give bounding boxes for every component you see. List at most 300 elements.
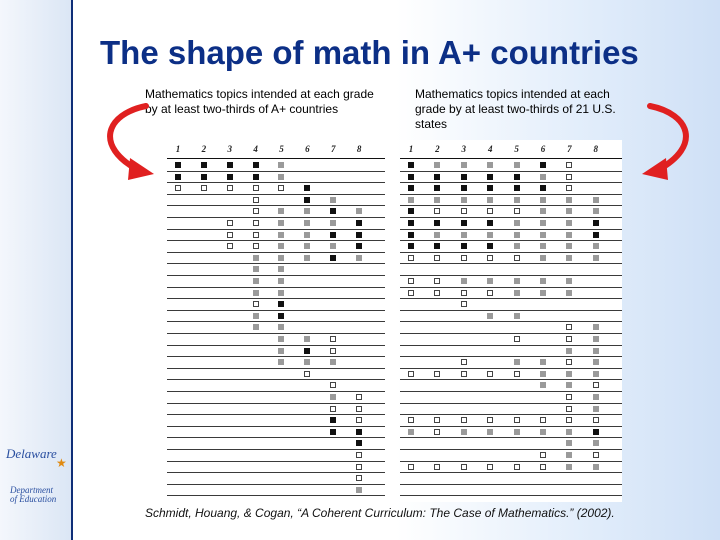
topic-row-divider bbox=[167, 356, 385, 357]
topic-marker-gray bbox=[593, 406, 599, 412]
grade-label: 1 bbox=[408, 144, 414, 154]
topic-marker-open bbox=[253, 301, 259, 307]
topic-marker-open bbox=[253, 220, 259, 226]
topic-row-divider bbox=[167, 298, 385, 299]
grade-label: 4 bbox=[253, 144, 258, 154]
topic-marker-gray bbox=[566, 371, 572, 377]
topic-marker-filled bbox=[514, 174, 520, 180]
slide-title: The shape of math in A+ countries bbox=[100, 34, 639, 71]
topic-marker-open bbox=[434, 417, 440, 423]
topic-marker-open bbox=[434, 278, 440, 284]
topic-marker-open bbox=[175, 185, 181, 191]
topic-row-divider bbox=[400, 461, 622, 462]
topic-marker-gray bbox=[253, 324, 259, 330]
topic-marker-filled bbox=[434, 185, 440, 191]
topic-marker-filled bbox=[175, 162, 181, 168]
topic-marker-open bbox=[408, 290, 414, 296]
topic-marker-open bbox=[434, 371, 440, 377]
topic-row-divider bbox=[400, 391, 622, 392]
topic-marker-open bbox=[487, 255, 493, 261]
topic-marker-gray bbox=[514, 290, 520, 296]
topic-row-divider bbox=[400, 484, 622, 485]
topic-marker-filled bbox=[330, 417, 336, 423]
topic-marker-open bbox=[540, 452, 546, 458]
topic-marker-gray bbox=[278, 278, 284, 284]
topic-marker-gray bbox=[487, 197, 493, 203]
left-curved-arrow-icon bbox=[88, 100, 158, 182]
topic-marker-gray bbox=[566, 243, 572, 249]
topic-row-divider bbox=[400, 345, 622, 346]
topic-row-divider bbox=[400, 240, 622, 241]
topic-marker-open bbox=[408, 464, 414, 470]
topic-marker-open bbox=[434, 429, 440, 435]
citation-text: Schmidt, Houang, & Cogan, “A Coherent Curriculum: The Case of Mathematics.” (2002). bbox=[145, 506, 615, 520]
topic-marker-filled bbox=[408, 232, 414, 238]
topic-marker-gray bbox=[514, 232, 520, 238]
topic-marker-gray bbox=[593, 197, 599, 203]
topic-row-divider bbox=[400, 287, 622, 288]
topic-marker-gray bbox=[514, 243, 520, 249]
topic-marker-gray bbox=[487, 162, 493, 168]
topic-marker-open bbox=[434, 290, 440, 296]
topic-marker-filled bbox=[487, 174, 493, 180]
topic-row-divider bbox=[167, 414, 385, 415]
topic-marker-gray bbox=[304, 208, 310, 214]
topic-marker-open bbox=[461, 208, 467, 214]
topic-marker-open bbox=[566, 324, 572, 330]
topic-marker-gray bbox=[514, 429, 520, 435]
topic-marker-open bbox=[408, 278, 414, 284]
topic-marker-gray bbox=[593, 255, 599, 261]
topic-marker-filled bbox=[304, 185, 310, 191]
grade-label: 5 bbox=[514, 144, 519, 154]
topic-marker-gray bbox=[566, 220, 572, 226]
topic-marker-gray bbox=[566, 429, 572, 435]
topic-row-divider bbox=[400, 379, 622, 380]
topic-marker-open bbox=[434, 464, 440, 470]
grade-label: 2 bbox=[201, 144, 207, 154]
topic-marker-open bbox=[408, 417, 414, 423]
topic-marker-open bbox=[593, 452, 599, 458]
topic-marker-gray bbox=[278, 324, 284, 330]
topic-row-divider bbox=[167, 275, 385, 276]
topic-marker-filled bbox=[227, 162, 233, 168]
topic-marker-open bbox=[356, 464, 362, 470]
topic-row-divider bbox=[167, 171, 385, 172]
topic-marker-filled bbox=[487, 243, 493, 249]
topic-marker-gray bbox=[278, 220, 284, 226]
topic-marker-gray bbox=[278, 290, 284, 296]
topic-marker-gray bbox=[434, 162, 440, 168]
topic-marker-open bbox=[356, 417, 362, 423]
topic-marker-gray bbox=[278, 208, 284, 214]
topic-marker-open bbox=[461, 301, 467, 307]
logo-subtitle-line-1: Department bbox=[10, 485, 53, 495]
topic-marker-gray bbox=[253, 290, 259, 296]
topic-marker-gray bbox=[566, 452, 572, 458]
grade-label: 6 bbox=[540, 144, 546, 154]
topic-row-divider bbox=[167, 310, 385, 311]
topic-marker-gray bbox=[330, 220, 336, 226]
topic-marker-gray bbox=[304, 255, 310, 261]
topic-marker-open bbox=[514, 464, 520, 470]
topic-marker-open bbox=[593, 417, 599, 423]
topic-row-divider bbox=[167, 403, 385, 404]
topic-marker-filled bbox=[175, 174, 181, 180]
topic-marker-gray bbox=[593, 208, 599, 214]
topic-marker-open bbox=[566, 174, 572, 180]
topic-marker-gray bbox=[330, 359, 336, 365]
topic-marker-gray bbox=[304, 243, 310, 249]
topic-row-divider bbox=[167, 205, 385, 206]
topic-row-divider bbox=[400, 437, 622, 438]
topic-row-divider bbox=[167, 194, 385, 195]
grade-label: 7 bbox=[567, 144, 572, 154]
topic-marker-open bbox=[330, 348, 336, 354]
topic-marker-open bbox=[461, 371, 467, 377]
topic-marker-filled bbox=[330, 208, 336, 214]
topic-row-divider bbox=[167, 461, 385, 462]
topic-row-divider bbox=[400, 275, 622, 276]
topic-row-divider bbox=[167, 379, 385, 380]
topic-marker-open bbox=[434, 208, 440, 214]
topic-marker-filled bbox=[434, 220, 440, 226]
header-divider bbox=[400, 158, 622, 159]
topic-marker-gray bbox=[330, 197, 336, 203]
topic-marker-gray bbox=[514, 220, 520, 226]
topic-row-divider bbox=[400, 229, 622, 230]
topic-row-divider bbox=[400, 263, 622, 264]
topic-marker-gray bbox=[540, 382, 546, 388]
topic-row-divider bbox=[400, 368, 622, 369]
topic-marker-gray bbox=[540, 197, 546, 203]
topic-marker-filled bbox=[356, 232, 362, 238]
topic-row-divider bbox=[167, 287, 385, 288]
topic-marker-open bbox=[487, 371, 493, 377]
topic-row-divider bbox=[400, 495, 622, 496]
topic-marker-filled bbox=[540, 162, 546, 168]
topic-marker-gray bbox=[566, 348, 572, 354]
topic-marker-filled bbox=[434, 243, 440, 249]
topic-row-divider bbox=[400, 321, 622, 322]
topic-marker-gray bbox=[487, 429, 493, 435]
topic-marker-gray bbox=[540, 371, 546, 377]
topic-marker-filled bbox=[227, 174, 233, 180]
topic-marker-gray bbox=[566, 208, 572, 214]
topic-marker-gray bbox=[514, 162, 520, 168]
topic-marker-open bbox=[253, 243, 259, 249]
topic-marker-gray bbox=[593, 440, 599, 446]
topic-marker-filled bbox=[408, 162, 414, 168]
topic-marker-gray bbox=[330, 243, 336, 249]
topic-marker-gray bbox=[461, 162, 467, 168]
topic-marker-gray bbox=[514, 197, 520, 203]
topic-marker-open bbox=[566, 417, 572, 423]
topic-row-divider bbox=[400, 194, 622, 195]
topic-marker-gray bbox=[593, 243, 599, 249]
logo-name: Delaware bbox=[6, 446, 57, 461]
topic-row-divider bbox=[400, 426, 622, 427]
topic-marker-open bbox=[408, 255, 414, 261]
topic-marker-gray bbox=[593, 336, 599, 342]
topic-marker-filled bbox=[540, 185, 546, 191]
topic-marker-filled bbox=[408, 185, 414, 191]
topic-row-divider bbox=[167, 182, 385, 183]
topic-marker-gray bbox=[540, 220, 546, 226]
delaware-education-logo bbox=[6, 442, 68, 522]
topic-marker-gray bbox=[514, 278, 520, 284]
topic-marker-filled bbox=[461, 174, 467, 180]
topic-marker-filled bbox=[330, 429, 336, 435]
topic-marker-open bbox=[566, 162, 572, 168]
topic-marker-gray bbox=[593, 464, 599, 470]
topic-marker-gray bbox=[278, 243, 284, 249]
topic-marker-gray bbox=[540, 174, 546, 180]
topic-row-divider bbox=[167, 217, 385, 218]
header-divider bbox=[167, 158, 385, 159]
topic-marker-gray bbox=[278, 266, 284, 272]
topic-row-divider bbox=[167, 345, 385, 346]
topic-marker-filled bbox=[304, 348, 310, 354]
topic-row-divider bbox=[400, 472, 622, 473]
logo-subtitle-line-2: of Education bbox=[10, 494, 57, 504]
topic-marker-gray bbox=[566, 290, 572, 296]
topic-marker-open bbox=[461, 255, 467, 261]
topic-marker-open bbox=[566, 359, 572, 365]
topic-marker-open bbox=[487, 417, 493, 423]
topic-marker-gray bbox=[461, 278, 467, 284]
topic-marker-open bbox=[304, 371, 310, 377]
topic-marker-gray bbox=[593, 359, 599, 365]
topic-marker-filled bbox=[434, 174, 440, 180]
topic-marker-filled bbox=[487, 185, 493, 191]
topic-marker-open bbox=[356, 406, 362, 412]
topic-marker-open bbox=[227, 220, 233, 226]
topic-marker-filled bbox=[461, 243, 467, 249]
topic-row-divider bbox=[400, 310, 622, 311]
topic-marker-open bbox=[434, 255, 440, 261]
topic-marker-gray bbox=[566, 278, 572, 284]
topic-marker-open bbox=[330, 382, 336, 388]
topic-row-divider bbox=[400, 333, 622, 334]
topic-marker-gray bbox=[593, 371, 599, 377]
topic-marker-open bbox=[253, 197, 259, 203]
topic-marker-filled bbox=[201, 174, 207, 180]
topic-row-divider bbox=[167, 484, 385, 485]
topic-row-divider bbox=[400, 403, 622, 404]
topic-marker-open bbox=[227, 232, 233, 238]
topic-marker-gray bbox=[356, 255, 362, 261]
topic-row-divider bbox=[400, 205, 622, 206]
topic-row-divider bbox=[400, 414, 622, 415]
topic-marker-open bbox=[227, 185, 233, 191]
topic-marker-filled bbox=[356, 429, 362, 435]
topic-marker-gray bbox=[487, 313, 493, 319]
topic-marker-open bbox=[461, 464, 467, 470]
topic-row-divider bbox=[167, 333, 385, 334]
topic-marker-open bbox=[593, 382, 599, 388]
topic-marker-gray bbox=[487, 278, 493, 284]
topic-marker-filled bbox=[408, 220, 414, 226]
topic-marker-gray bbox=[593, 348, 599, 354]
logo-subtitle bbox=[10, 486, 70, 504]
grade-header-row bbox=[167, 144, 385, 158]
topic-marker-open bbox=[461, 290, 467, 296]
topic-marker-gray bbox=[278, 255, 284, 261]
topic-marker-gray bbox=[566, 464, 572, 470]
topic-marker-gray bbox=[540, 208, 546, 214]
grade-label: 5 bbox=[279, 144, 284, 154]
topic-row-divider bbox=[167, 229, 385, 230]
grade-label: 3 bbox=[461, 144, 467, 154]
topic-marker-gray bbox=[278, 359, 284, 365]
topic-row-divider bbox=[167, 437, 385, 438]
topic-marker-open bbox=[566, 185, 572, 191]
topic-marker-filled bbox=[514, 185, 520, 191]
topic-marker-open bbox=[278, 185, 284, 191]
topic-marker-filled bbox=[487, 220, 493, 226]
topic-marker-open bbox=[514, 336, 520, 342]
topic-marker-gray bbox=[278, 348, 284, 354]
topic-marker-gray bbox=[434, 197, 440, 203]
topic-marker-gray bbox=[593, 394, 599, 400]
topic-marker-gray bbox=[253, 278, 259, 284]
grade-label: 3 bbox=[227, 144, 232, 154]
topic-marker-gray bbox=[514, 313, 520, 319]
topic-marker-gray bbox=[253, 255, 259, 261]
topic-marker-gray bbox=[278, 174, 284, 180]
topic-marker-gray bbox=[304, 220, 310, 226]
topic-marker-gray bbox=[487, 232, 493, 238]
topic-marker-gray bbox=[540, 429, 546, 435]
topic-marker-gray bbox=[514, 359, 520, 365]
topic-marker-gray bbox=[253, 266, 259, 272]
topic-marker-gray bbox=[408, 197, 414, 203]
topic-marker-open bbox=[487, 208, 493, 214]
topic-marker-filled bbox=[593, 220, 599, 226]
topic-marker-gray bbox=[278, 336, 284, 342]
topic-marker-gray bbox=[278, 232, 284, 238]
topic-marker-filled bbox=[330, 255, 336, 261]
topic-row-divider bbox=[167, 321, 385, 322]
topic-marker-gray bbox=[566, 255, 572, 261]
topic-marker-open bbox=[487, 290, 493, 296]
topic-marker-open bbox=[227, 243, 233, 249]
topic-marker-filled bbox=[201, 162, 207, 168]
topic-marker-gray bbox=[434, 232, 440, 238]
topic-marker-filled bbox=[304, 197, 310, 203]
topic-row-divider bbox=[167, 391, 385, 392]
topic-marker-open bbox=[514, 417, 520, 423]
topic-row-divider bbox=[400, 252, 622, 253]
topic-row-divider bbox=[400, 217, 622, 218]
topic-marker-filled bbox=[253, 162, 259, 168]
topic-marker-filled bbox=[278, 301, 284, 307]
topic-marker-open bbox=[356, 452, 362, 458]
grade-label: 2 bbox=[435, 144, 440, 154]
topic-marker-gray bbox=[540, 255, 546, 261]
topic-marker-gray bbox=[540, 232, 546, 238]
topic-marker-gray bbox=[330, 394, 336, 400]
topic-marker-open bbox=[330, 336, 336, 342]
left-panel-caption: Mathematics topics intended at each grade by at least two-thirds of A+ countries bbox=[145, 87, 374, 116]
topic-row-divider bbox=[400, 449, 622, 450]
topic-marker-gray bbox=[461, 232, 467, 238]
right-curved-arrow-icon bbox=[636, 100, 708, 182]
topic-marker-filled bbox=[593, 232, 599, 238]
topic-marker-gray bbox=[593, 324, 599, 330]
grade-label: 4 bbox=[487, 144, 493, 154]
topic-marker-gray bbox=[540, 359, 546, 365]
topic-marker-open bbox=[514, 208, 520, 214]
topic-row-divider bbox=[400, 182, 622, 183]
topic-marker-gray bbox=[566, 232, 572, 238]
topic-marker-filled bbox=[253, 174, 259, 180]
topic-marker-open bbox=[540, 464, 546, 470]
grade-label: 8 bbox=[356, 144, 362, 154]
topic-marker-open bbox=[540, 417, 546, 423]
topic-marker-open bbox=[253, 232, 259, 238]
grade-label: 8 bbox=[593, 144, 599, 154]
topic-row-divider bbox=[167, 252, 385, 253]
topic-marker-filled bbox=[461, 185, 467, 191]
right-panel-caption: Mathematics topics intended at each grade by at least two-thirds of 21 U.S. states bbox=[415, 87, 616, 131]
topic-marker-open bbox=[566, 336, 572, 342]
topic-marker-open bbox=[408, 371, 414, 377]
topic-marker-gray bbox=[566, 197, 572, 203]
topic-row-divider bbox=[167, 263, 385, 264]
topic-marker-open bbox=[461, 417, 467, 423]
topic-marker-gray bbox=[540, 278, 546, 284]
topic-marker-open bbox=[487, 464, 493, 470]
topic-row-divider bbox=[167, 472, 385, 473]
topic-marker-open bbox=[461, 359, 467, 365]
topic-marker-open bbox=[356, 475, 362, 481]
topic-marker-filled bbox=[408, 208, 414, 214]
topic-marker-open bbox=[566, 406, 572, 412]
topic-marker-open bbox=[356, 394, 362, 400]
topic-marker-gray bbox=[566, 440, 572, 446]
topic-marker-gray bbox=[566, 382, 572, 388]
topic-marker-filled bbox=[593, 429, 599, 435]
us-states-topic-grid bbox=[400, 140, 622, 502]
topic-marker-gray bbox=[253, 313, 259, 319]
topic-marker-gray bbox=[304, 336, 310, 342]
topic-marker-filled bbox=[408, 243, 414, 249]
topic-marker-open bbox=[253, 208, 259, 214]
topic-marker-gray bbox=[461, 197, 467, 203]
topic-marker-gray bbox=[356, 208, 362, 214]
topic-marker-open bbox=[253, 185, 259, 191]
topic-row-divider bbox=[400, 171, 622, 172]
topic-row-divider bbox=[167, 495, 385, 496]
topic-marker-filled bbox=[356, 440, 362, 446]
topic-marker-gray bbox=[278, 162, 284, 168]
grade-header-row bbox=[400, 144, 622, 158]
topic-marker-filled bbox=[330, 232, 336, 238]
topic-marker-open bbox=[514, 255, 520, 261]
topic-marker-filled bbox=[461, 220, 467, 226]
grade-label: 7 bbox=[330, 144, 336, 154]
topic-row-divider bbox=[400, 298, 622, 299]
topic-marker-gray bbox=[356, 487, 362, 493]
topic-marker-open bbox=[514, 371, 520, 377]
topic-marker-filled bbox=[356, 220, 362, 226]
topic-row-divider bbox=[167, 449, 385, 450]
topic-marker-gray bbox=[408, 429, 414, 435]
topic-marker-filled bbox=[408, 174, 414, 180]
topic-row-divider bbox=[400, 356, 622, 357]
